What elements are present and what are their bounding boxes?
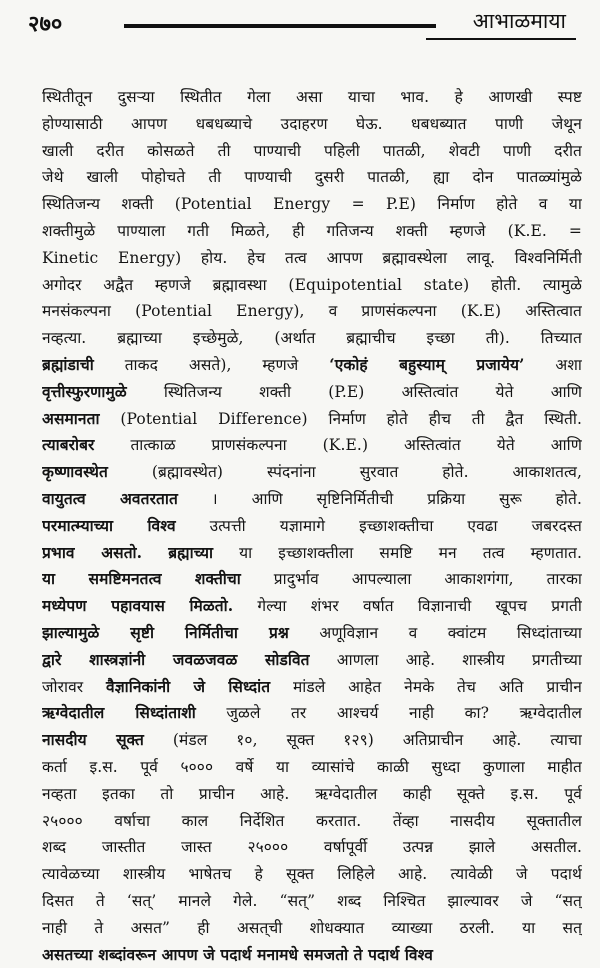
bold-text-segment: नासदीय सूक्त bbox=[42, 730, 144, 749]
text-segment: तात्काळ प्राणसंकल्पना (K.E.) अस्तित्वांत येते आणि bbox=[95, 436, 583, 454]
bold-text-segment: कृष्णावस्थेत bbox=[42, 462, 108, 481]
text-line bbox=[42, 781, 582, 808]
bold-text-segment: ब्रह्मांडाची bbox=[42, 355, 94, 374]
text-line bbox=[42, 164, 582, 191]
text-segment: स्थितिजन्य शक्ती (P.E) अस्तित्वांत येते आणि bbox=[127, 383, 582, 401]
text-segment: अगोदर अद्वैत म्हणजे ब्रह्मावस्था (Equipotential state) होती. त्यामुळे bbox=[42, 276, 582, 294]
text-segment: (ब्रह्मावस्थेत) स्पंदनांना सुरवात होते. आकाशतत्व, bbox=[108, 463, 582, 481]
body-text bbox=[42, 84, 582, 968]
page-number: २७० bbox=[28, 8, 62, 38]
text-segment: अशा bbox=[525, 356, 582, 374]
text-segment: जोरावर bbox=[42, 678, 106, 696]
bold-text-segment: असमानता bbox=[42, 409, 100, 428]
text-line bbox=[42, 272, 582, 299]
text-segment: (Potential Difference) निर्माण होते हीच ती द्वैत स्थिती. bbox=[100, 410, 582, 428]
text-line bbox=[42, 700, 582, 727]
text-segment: नाही ते असत” ही असत्‌ची शोधक्यात व्याख्या ठरली. या सत् bbox=[42, 919, 582, 937]
text-segment: अणूविज्ञान व क्वांटम सिध्दांताच्या bbox=[289, 624, 582, 642]
text-segment: गेल्या शंभर वर्षात विज्ञानाची खूपच प्रगती bbox=[233, 597, 582, 615]
bold-text-segment: ऋग्वेदातील सिध्दांताशी bbox=[42, 703, 196, 722]
text-segment: मनसंकल्पना (Potential Energy), व प्राणसंकल्पना (K.E) अस्तित्वात bbox=[42, 302, 582, 320]
text-line bbox=[42, 915, 582, 942]
text-segment: नव्हत्या. ब्रह्माच्या इच्छेमुळे, (अर्थात ब्रह्माचीच इच्छा ती). तिच्यात bbox=[42, 329, 582, 347]
text-line bbox=[42, 486, 582, 513]
text-line bbox=[42, 513, 582, 540]
bold-text-segment: ‘एकोहं बहुस्याम् प्रजायेय’ bbox=[329, 355, 524, 374]
text-segment: मांडले आहेत नेमके तेच अति प्राचीन bbox=[270, 678, 582, 696]
text-segment: कर्ता इ.स. पूर्व ५००० वर्षे या व्यासांचे काळी सुध्दा कुणाला माहीत bbox=[42, 758, 582, 776]
text-line bbox=[42, 138, 582, 165]
bold-text-segment: या समष्टिमनतत्व शक्तीचा bbox=[42, 569, 241, 588]
text-line bbox=[42, 834, 582, 861]
text-line bbox=[42, 647, 582, 674]
text-segment: २५००० वर्षाचा काल निर्देशित करतात. तेंव्हा नासदीय सूक्तातील bbox=[42, 812, 582, 830]
text-line bbox=[42, 432, 582, 459]
text-segment: या इच्छाशक्तीला समष्टि मन तत्व म्हणतात. bbox=[213, 544, 582, 562]
text-line bbox=[42, 727, 582, 754]
text-line bbox=[42, 593, 582, 620]
text-line bbox=[42, 620, 582, 647]
text-segment: दिसत ते ‘सत्’ मानले गेले. “सत्” शब्द निश्चित झाल्यावर जे “सत् bbox=[42, 892, 582, 910]
text-line bbox=[42, 352, 582, 379]
text-line bbox=[42, 325, 582, 352]
bold-text-segment: त्याबरोबर bbox=[42, 435, 95, 454]
text-segment: (मंडल १०, सूक्त १२९) अतिप्राचीन आहे. त्याचा bbox=[144, 731, 582, 749]
text-line bbox=[42, 566, 582, 593]
text-segment: नव्हता इतका तो प्राचीन आहे. ऋग्वेदातील काही सूक्ते इ.स. पूर्व bbox=[42, 785, 582, 803]
text-line bbox=[42, 298, 582, 325]
text-segment: जुळले तर आश्चर्य नाही का? ऋग्वेदातील bbox=[196, 704, 582, 722]
text-line bbox=[42, 406, 582, 433]
text-line bbox=[42, 540, 582, 567]
header-underline bbox=[426, 38, 576, 40]
text-segment: शब्द जास्तीत जास्त २५००० वर्षापूर्वी उत्पन्न झाले असतील. bbox=[42, 838, 582, 856]
bold-text-segment: मध्येपण पहावयास मिळतो. bbox=[42, 596, 233, 615]
text-segment: आणला आहे. शास्त्रीय प्रगतीच्या bbox=[310, 651, 582, 669]
text-line bbox=[42, 754, 582, 781]
text-line bbox=[42, 245, 582, 272]
text-line bbox=[42, 942, 582, 968]
bold-text-segment: द्वारे शास्त्रज्ञांनी जवळजवळ सोडवित bbox=[42, 650, 310, 669]
text-segment: होण्यासाठी आपण धबधब्याचे उदाहरण घेऊ. धबधब्यात पाणी जेथून bbox=[42, 115, 582, 133]
text-segment bbox=[142, 544, 168, 562]
page-header bbox=[28, 6, 576, 40]
header-rule bbox=[124, 24, 436, 28]
running-title: आभाळमाया bbox=[473, 7, 566, 35]
bold-text-segment: परमात्म्याच्या विश्व bbox=[42, 516, 176, 535]
text-segment: । आणि सृष्टिनिर्मितीची प्रक्रिया सुरू होते. bbox=[178, 490, 582, 508]
bold-text-segment: ब्रह्माच्या bbox=[168, 543, 213, 562]
text-segment: त्यावेळच्या शास्त्रीय भाषेतच हे सूक्त लिहिले आहे. त्यावेळी जे पदार्थ bbox=[42, 865, 582, 883]
text-segment: जेथे खाली पोहोचते ती पाण्याची दुसरी पातळी, ह्या दोन पातळ्यांमुळे bbox=[42, 168, 582, 186]
bold-text-segment: वैज्ञानिकांनी जे सिध्दांत bbox=[106, 677, 270, 696]
text-line bbox=[42, 808, 582, 835]
text-segment: स्थितिजन्य शक्ती (Potential Energy = P.E) निर्माण होते व या bbox=[42, 195, 582, 213]
bold-text-segment: वृत्तीस्फुरणामुळे bbox=[42, 382, 127, 401]
text-line bbox=[42, 459, 582, 486]
text-line bbox=[42, 191, 582, 218]
bold-text-segment: असतच्या शब्दांवरून आपण जे पदार्थ मनामधे समजतो ते पदार्थ विश्व bbox=[42, 945, 433, 964]
text-segment: ताकद असते), म्हणजे bbox=[94, 356, 329, 374]
text-line bbox=[42, 379, 582, 406]
text-line bbox=[42, 218, 582, 245]
text-line bbox=[42, 888, 582, 915]
bold-text-segment: प्रभाव असतो. bbox=[42, 543, 142, 562]
bold-text-segment: झाल्यामुळे सृष्टी निर्मितीचा प्रश्न bbox=[42, 623, 289, 642]
text-segment: उत्पत्ती यज्ञामागे इच्छाशक्तीचा एवढा जबरदस्त bbox=[176, 517, 582, 535]
text-line bbox=[42, 84, 582, 111]
text-segment: स्थितीतून दुसऱ्या स्थितीत गेला असा याचा भाव. हे आणखी स्पष्ट bbox=[42, 88, 582, 106]
text-segment: शक्तीमुळे पाण्याला गती मिळते, ही गतिजन्य शक्ती म्हणजे (K.E. = bbox=[42, 222, 582, 240]
text-line bbox=[42, 674, 582, 701]
text-segment: Kinetic Energy) होय. हेच तत्व आपण ब्रह्मावस्थेला लावू. विश्वनिर्मिती bbox=[42, 249, 582, 267]
text-segment: खाली दरीत कोसळते ती पाण्याची पहिली पातळी, शेवटी पाणी दरीत bbox=[42, 142, 582, 160]
text-segment: प्रादुर्भाव आपल्याला आकाशगंगा, तारका bbox=[241, 570, 582, 588]
text-line bbox=[42, 861, 582, 888]
bold-text-segment: वायुतत्व अवतरतात bbox=[42, 489, 178, 508]
text-line bbox=[42, 111, 582, 138]
